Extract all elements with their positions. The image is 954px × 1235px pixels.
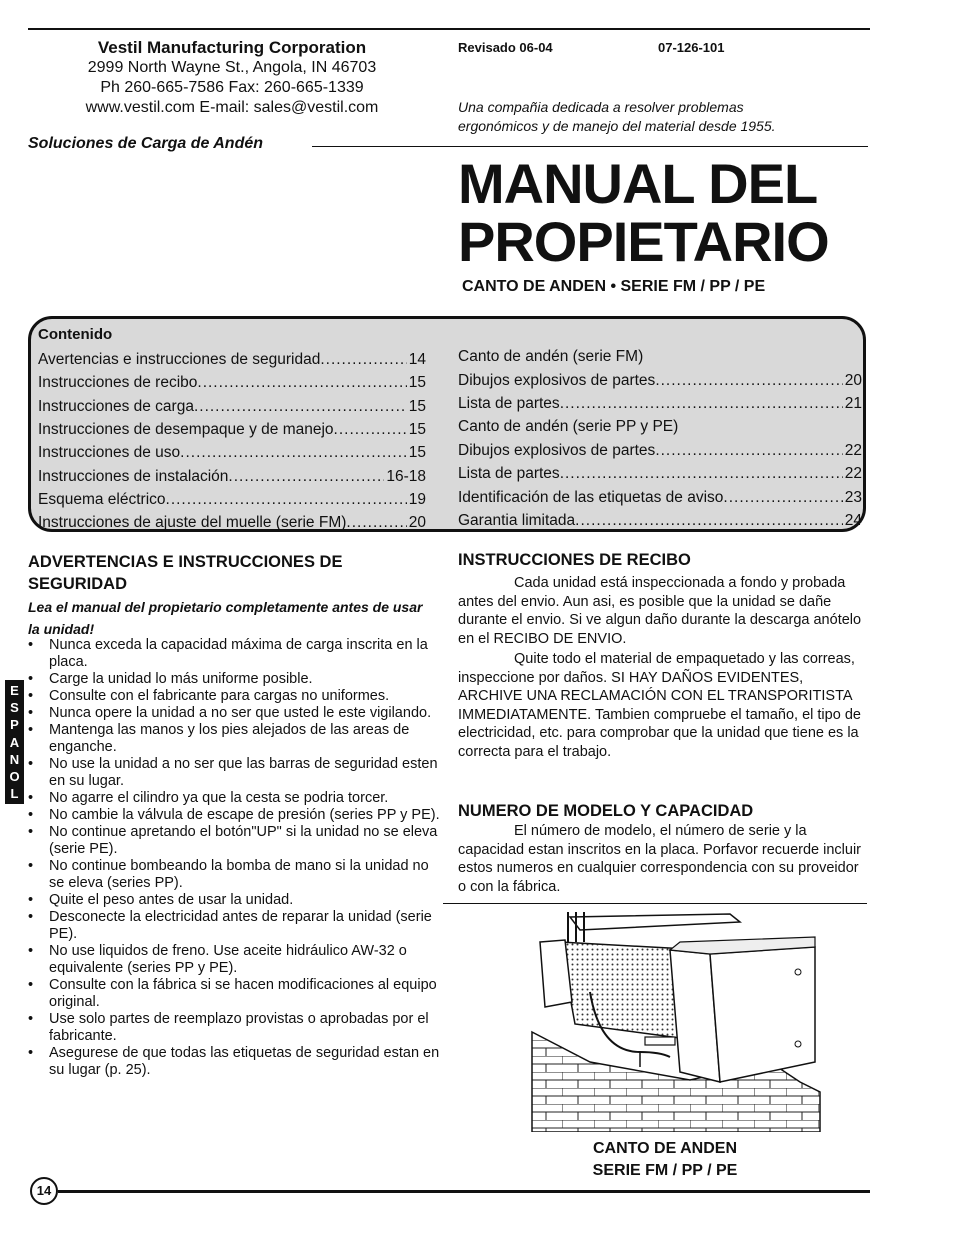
company-name: Vestil Manufacturing Corporation (97, 38, 367, 57)
toc-entry-label: Instrucciones de instalación (38, 468, 229, 485)
side-tab-letter: P (10, 717, 19, 733)
warning-item: • Asegurese de que todas las etiquetas de seguridad estan en su lugar (p. 25). (28, 1045, 440, 1079)
warnings-subheading: Lea el manual del propietario completamente antes de usar la unidad! (28, 599, 423, 637)
company-web-email: www.vestil.com E-mail: sales@vestil.com (85, 99, 379, 116)
toc-entry-label: Instrucciones de uso (38, 444, 181, 461)
side-tab-letter: O (9, 769, 20, 785)
toc-entry[interactable] (38, 511, 426, 534)
warning-item: • Consulte con el fabricante para cargas no uniformes. (28, 688, 440, 705)
dock-lip-illustration (530, 912, 825, 1132)
toc-entry-label: Instrucciones de carga (38, 398, 194, 415)
warning-item: • Use solo partes de reemplazo provistas o aprobadas por el fabricante. (28, 1011, 440, 1045)
toc-entry-label: Dibujos explosivos de partes (458, 442, 656, 459)
language-side-tab (5, 680, 24, 804)
toc-entry-page: 21 (844, 395, 862, 412)
company-phone-fax: Ph 260-665-7586 Fax: 260-665-1339 (100, 79, 364, 96)
model-rule (443, 903, 867, 904)
toc-entry-label: Garantia limitada (458, 512, 576, 529)
toc-entry[interactable] (458, 392, 862, 415)
toc-entry-label: Avertencias e instrucciones de seguridad (38, 351, 321, 368)
toc-entry-page: 16-18 (386, 468, 426, 485)
solutions-label: Soluciones de Carga de Andén (28, 135, 264, 152)
toc-entry-label: Instrucciones de ajuste del muelle (serie FM) (38, 514, 347, 531)
toc-entry-page: 20 (408, 514, 426, 531)
toc-entry-page: 14 (408, 351, 426, 368)
toc-entry-label: Dibujos explosivos de partes (458, 372, 656, 389)
toc-group-label (458, 345, 862, 368)
toc-entry[interactable] (38, 348, 426, 371)
model-paragraph: El número de modelo, el número de serie y la capacidad estan inscritos en la placa. Porfavor recuerde incluir estos numeros en cualquier correspondencia con su proveidor o con la fábrica. (458, 823, 861, 895)
tagline (458, 98, 838, 136)
page-title (458, 152, 829, 273)
warning-item: • No continue bombeando la bomba de mano si la unidad no se eleva (series PP). (28, 858, 440, 892)
warning-item: • Quite el peso antes de usar la unidad. (28, 892, 440, 909)
toc-entry-page: 15 (408, 374, 426, 391)
toc-entry[interactable] (38, 418, 426, 441)
top-rule (28, 28, 870, 30)
toc-entry[interactable] (38, 465, 426, 488)
toc-entry-label: Identificación de las etiquetas de aviso (458, 489, 724, 506)
toc-entry-page: 23 (844, 489, 862, 506)
receiving-paragraph-2: Quite todo el material de empaquetado y las correas, inspeccione por daños. SI HAY DAÑOS EVIDENTES, ARCHIVE UNA RECLAMACIÓN CON EL TRANSPORITISTA IMMEDIATAMENTE. Tambien compruebe el tamaño, el tipo de electricidad, etc. para comprobar que la unidad que tiene es la correcta para el trabajo. (458, 651, 861, 760)
figure-caption (530, 1138, 800, 1182)
company-block (28, 38, 436, 118)
toc-entry[interactable] (38, 441, 426, 464)
title-line-2: PROPIETARIO (458, 210, 829, 273)
warning-item: • Nunca exceda la capacidad máxima de carga inscrita en la placa. (28, 637, 440, 671)
warning-item: • Nunca opere la unidad a no ser que usted le este vigilando. (28, 705, 440, 722)
toc-entry-page: 19 (408, 491, 426, 508)
toc-entry[interactable] (458, 509, 862, 532)
toc-group-label (458, 415, 862, 438)
toc-entry-label: Instrucciones de recibo (38, 374, 198, 391)
toc-entry-label: Canto de andén (serie PP y PE) (458, 418, 679, 435)
toc-entry-page: 15 (408, 421, 426, 438)
caption-line-2: SERIE FM / PP / PE (592, 1162, 738, 1179)
warning-item: • Consulte con la fábrica si se hacen modificaciones al equipo original. (28, 977, 440, 1011)
document-number: 07-126-101 (658, 40, 725, 55)
toc-entry-label: Canto de andén (serie FM) (458, 348, 644, 365)
tagline-line-1: Una compañia dedicada a resolver problemas (458, 99, 744, 115)
toc-entry[interactable] (458, 439, 862, 462)
tagline-line-2: ergonómicos y de manejo del material desde 1955. (458, 118, 776, 134)
toc-heading: Contenido (38, 326, 113, 343)
warnings-heading: ADVERTENCIAS E INSTRUCCIONES DE SEGURIDAD (28, 553, 343, 593)
warning-item: • No continue apretando el botón"UP" si la unidad no se eleva (serie PE). (28, 824, 440, 858)
caption-line-1: CANTO DE ANDEN (592, 1140, 737, 1157)
warning-item: • Carge la unidad lo más uniforme posible. (28, 671, 440, 688)
company-address: 2999 North Wayne St., Angola, IN 46703 (87, 59, 377, 76)
model-heading: NUMERO DE MODELO Y CAPACIDAD (458, 802, 754, 820)
toc-entry-page: 15 (408, 444, 426, 461)
warning-item: • No use liquidos de freno. Use aceite hidráulico AW-32 o equivalente (series PP y PE). (28, 943, 440, 977)
side-tab-letter: S (10, 700, 19, 716)
title-line-1: MANUAL DEL (458, 152, 818, 215)
toc-entry-label: Instrucciones de desempaque y de manejo (38, 421, 334, 438)
warning-item: • Desconecte la electricidad antes de reparar la unidad (serie PE). (28, 909, 440, 943)
toc-entry-label: Lista de partes (458, 395, 560, 412)
toc-entry[interactable] (38, 488, 426, 511)
toc-entry[interactable] (38, 371, 426, 394)
page-subtitle: CANTO DE ANDEN • SERIE FM / PP / PE (462, 278, 766, 295)
receiving-heading: INSTRUCCIONES DE RECIBO (458, 551, 691, 569)
page-number: 14 (30, 1177, 58, 1205)
warning-item: • No cambie la válvula de escape de presión (series PP y PE). (28, 807, 440, 824)
toc-entry[interactable] (38, 395, 426, 418)
toc-entry-page: 24 (844, 512, 862, 529)
toc-entry-label: Lista de partes (458, 465, 560, 482)
toc-entry-page: 15 (408, 398, 426, 415)
toc-entry[interactable] (458, 486, 862, 509)
side-tab-letter: L (10, 786, 19, 802)
toc-entry-page: 22 (844, 465, 862, 482)
side-tab-letter: E (10, 683, 19, 698)
solutions-rule (312, 146, 868, 147)
toc-entry[interactable] (458, 462, 862, 485)
warnings-list (28, 637, 440, 1079)
side-tab-letter: N (9, 751, 20, 767)
toc-entry-label: Esquema eléctrico (38, 491, 166, 508)
toc-entry-page: 20 (844, 372, 862, 389)
warning-item: • No agarre el cilindro ya que la cesta se podria torcer. (28, 790, 440, 807)
side-tab-letter: A (9, 734, 20, 750)
toc-entry[interactable] (458, 369, 862, 392)
toc-entry-page: 22 (844, 442, 862, 459)
receiving-paragraph-1: Cada unidad está inspeccionada a fondo y probada antes del envio. Aun asi, es posible que la unidad se dañe durante el envio. Si ve algun daño durante la descarga anótelo en el RECIBO DE ENVIO. (458, 575, 862, 647)
bottom-rule (58, 1190, 870, 1193)
warning-item: • No use la unidad a no ser que las barras de seguridad esten en su lugar. (28, 756, 440, 790)
revision-date: Revisado 06-04 (458, 40, 553, 55)
warning-item: • Mantenga las manos y los pies alejados de las areas de enganche. (28, 722, 440, 756)
